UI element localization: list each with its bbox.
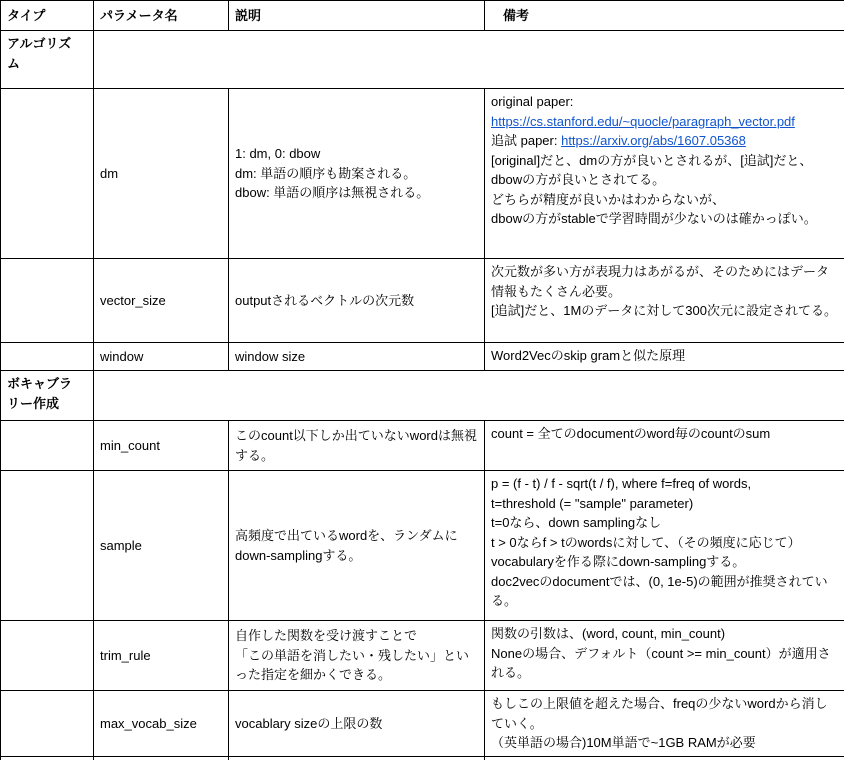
type-cell — [1, 89, 94, 259]
notes-line — [491, 424, 838, 444]
notes-cell — [485, 756, 844, 760]
description-line: outputされるベクトルの次元数 — [235, 292, 415, 308]
notes-text: p = (f - t) / f - sqrt(t / f), where f=freq of words, — [491, 476, 752, 491]
hyperlink[interactable]: https://arxiv.org/abs/1607.05368 — [561, 133, 746, 148]
notes-text: t=threshold (= "sample" parameter) — [491, 495, 694, 511]
notes-cell — [485, 471, 844, 621]
notes-line — [491, 533, 838, 572]
notes-text: t=0なら、down samplingなし — [491, 515, 662, 530]
notes-line — [491, 92, 838, 112]
notes-line — [491, 151, 838, 190]
description-line: dbow: 単語の順序は無視される。 — [235, 185, 430, 201]
notes-cell — [485, 421, 844, 471]
description-cell — [229, 621, 485, 691]
description-cell — [229, 691, 485, 757]
notes-line — [491, 346, 838, 366]
description-cell — [229, 343, 485, 371]
type-cell — [1, 343, 94, 371]
notes-line — [491, 644, 838, 683]
notes-cell — [485, 621, 844, 691]
param-row — [1, 89, 844, 259]
type-cell — [1, 691, 94, 757]
param-name-cell: min_count — [94, 421, 229, 471]
table-header — [1, 1, 844, 31]
notes-text: dbowの方がstableで学習時間が少ないのは確かっぽい。 — [491, 211, 817, 226]
notes-line — [491, 733, 838, 753]
partial-row — [1, 756, 844, 760]
param-row — [1, 691, 844, 757]
notes-cell — [485, 89, 844, 259]
notes-text: Word2Vecのskip gramと似た原理 — [491, 348, 686, 363]
param-name-cell — [94, 756, 229, 760]
param-name-cell: dm — [94, 89, 229, 259]
notes-line — [491, 190, 838, 210]
notes-line — [491, 301, 838, 321]
type-cell — [1, 421, 94, 471]
type-cell: アルゴリズム — [1, 31, 94, 89]
notes-cell — [485, 691, 844, 757]
param-row — [1, 421, 844, 471]
description-cell — [229, 259, 485, 343]
header-type: タイプ — [1, 1, 94, 31]
notes-line — [491, 572, 838, 611]
notes-line — [491, 262, 838, 301]
type-cell — [1, 756, 94, 760]
param-row — [1, 343, 844, 371]
type-cell — [1, 259, 94, 343]
notes-line — [491, 513, 838, 533]
section-row — [1, 371, 844, 421]
section-row — [1, 31, 844, 89]
description-line: 「この単語を消したい・残したい」といった指定を細かくできる。 — [235, 647, 470, 683]
notes-text: original paper: — [491, 94, 574, 109]
description-line: vocablary sizeの上限の数 — [235, 715, 383, 731]
notes-text: もしこの上限値を超えた場合、freqの少ないwordから消していく。 — [491, 696, 828, 731]
notes-cell — [485, 259, 844, 343]
notes-text: （英単語の場合)10M単語で~1GB RAMが必要 — [491, 735, 756, 750]
param-row — [1, 471, 844, 621]
description-line: window size — [235, 348, 306, 364]
description-line: このcount以下しか出ていないwordは無視する。 — [235, 428, 477, 463]
param-name-cell: trim_rule — [94, 621, 229, 691]
description-cell — [229, 421, 485, 471]
param-name-cell: window — [94, 343, 229, 371]
notes-text: doc2vecのdocumentでは、(0, 1e-5)の範囲が推奨されている。 — [491, 573, 828, 608]
param-name-cell: max_vocab_size — [94, 691, 229, 757]
description-line: dm: 単語の順序も勘案される。 — [235, 165, 417, 181]
type-cell — [1, 471, 94, 621]
notes-line — [491, 494, 838, 514]
notes-text: [original]だと、dmの方が良いとされるが、[追試]だと、dbowの方が良いとされてる。 — [491, 152, 813, 187]
param-name-cell: vector_size — [94, 259, 229, 343]
hyperlink[interactable]: https://cs.stanford.edu/~quocle/paragraph_vector.pdf — [491, 113, 795, 129]
description-line: 高頻度で出ているwordを、ランダムにdown-samplingする。 — [235, 528, 458, 563]
notes-text: どちらが精度が良いかはわからないが、 — [491, 191, 726, 207]
param-name-cell: sample — [94, 471, 229, 621]
type-cell — [1, 621, 94, 691]
notes-text: 関数の引数は、(word, count, min_count) — [491, 626, 726, 641]
description-cell — [229, 471, 485, 621]
description-line: 1: dm, 0: dbow — [235, 146, 321, 162]
notes-text: 追試 paper: — [491, 133, 562, 148]
param-row — [1, 621, 844, 691]
notes-line — [491, 112, 838, 132]
notes-text: count = 全てのdocumentのword毎のcountのsum — [491, 426, 771, 441]
param-row — [1, 259, 844, 343]
header-description: 説明 — [229, 1, 485, 31]
notes-text: t > 0ならf > tのwordsに対して、（その頻度に応じて）vocabularyを作る際にdown-samplingする。 — [491, 534, 801, 569]
header-param-name: パラメータ名 — [94, 1, 229, 31]
notes-cell — [485, 343, 844, 371]
notes-line — [491, 209, 838, 229]
description-cell — [229, 89, 485, 259]
header-row — [1, 1, 844, 31]
notes-line — [491, 624, 838, 644]
table-body — [1, 31, 844, 760]
notes-text: [追試]だと、1Mのデータに対して300次元に設定されてる。 — [491, 303, 837, 318]
notes-line — [491, 131, 838, 151]
notes-line — [491, 694, 838, 733]
notes-line — [491, 474, 838, 494]
merged-empty-cell — [94, 31, 844, 89]
header-notes: 備考 — [485, 1, 844, 31]
description-line: 自作した関数を受け渡すことで — [235, 628, 418, 644]
merged-empty-cell — [94, 371, 844, 421]
notes-text: 次元数が多い方が表現力はあがるが、そのためにはデータ情報もたくさん必要。 — [491, 264, 830, 299]
notes-text: Noneの場合、デフォルト（count >= min_count）が適用される。 — [491, 645, 831, 680]
type-cell: ボキャブラリー作成 — [1, 371, 94, 421]
description-cell — [229, 756, 485, 760]
